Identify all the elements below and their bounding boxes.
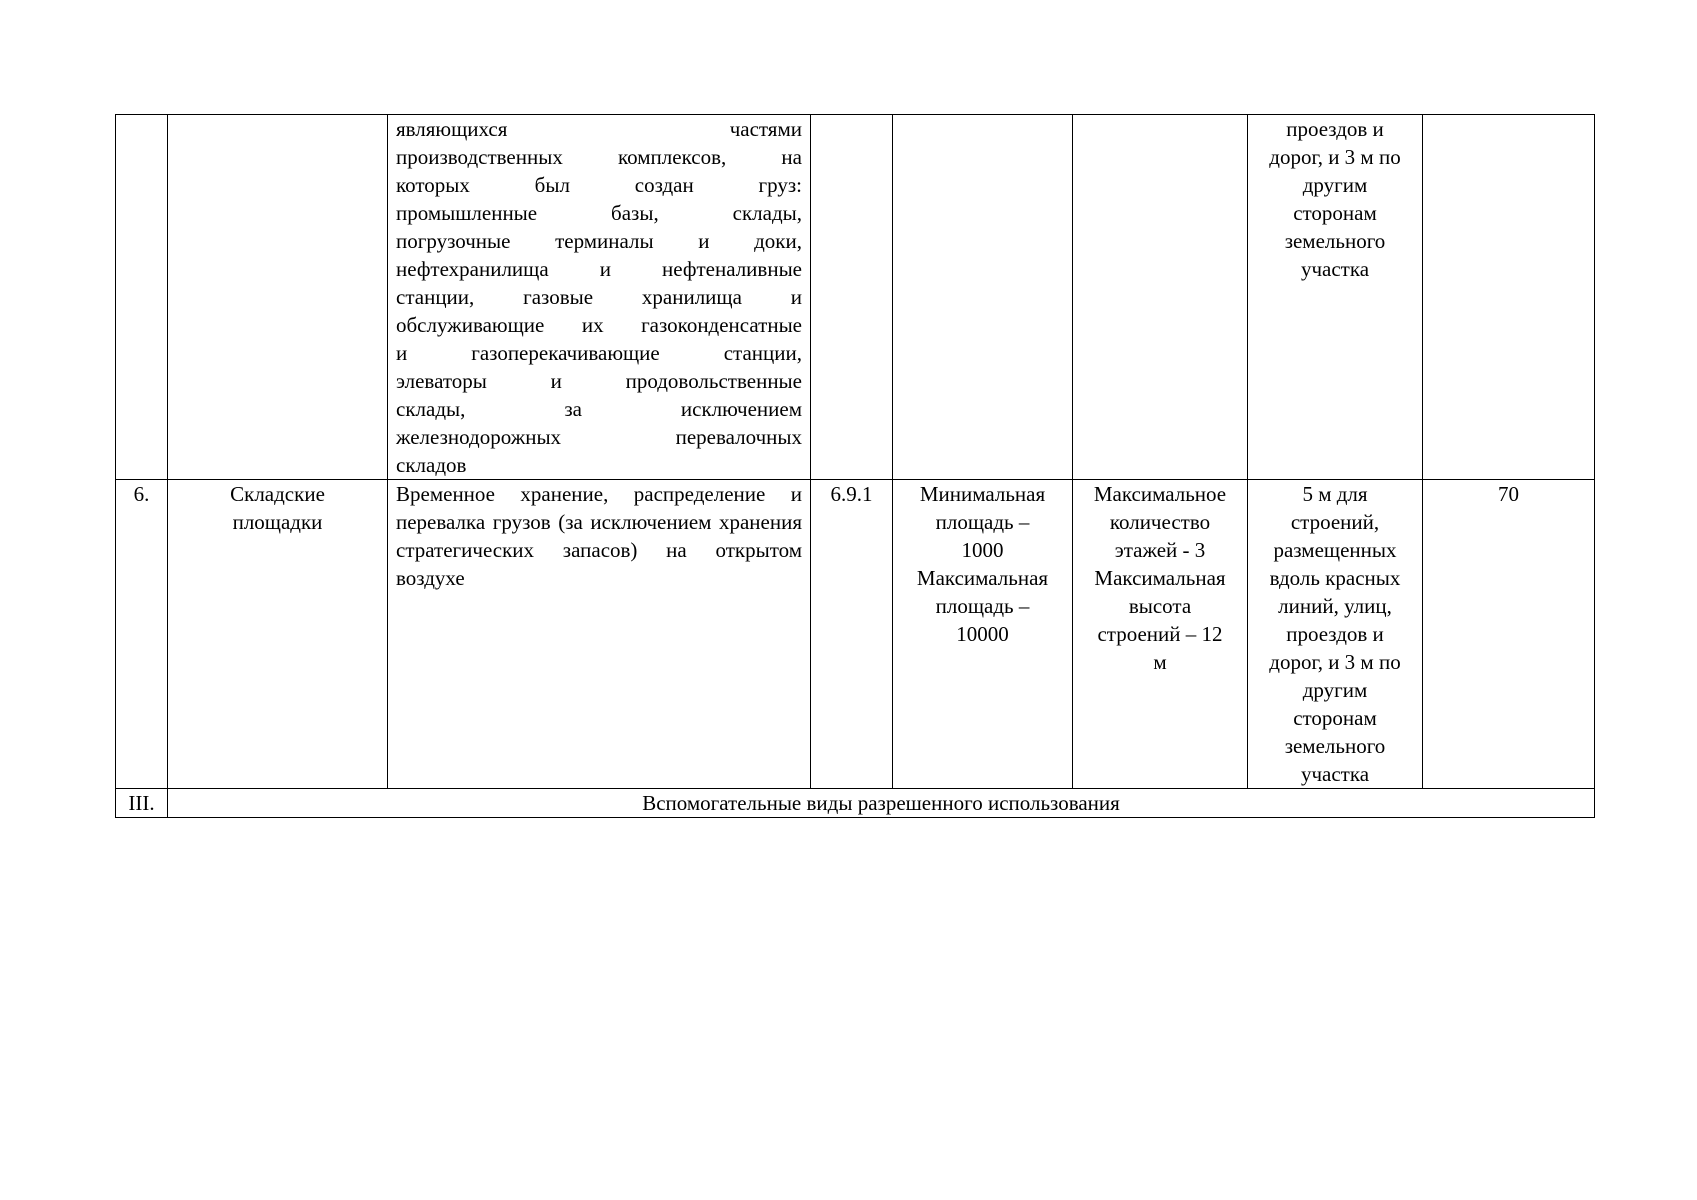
setback-cell: 5 м для строений, размещенных вдоль красных линий, улиц, проездов и дорог, и 3 м по другим сторонам земельного участка [1248,480,1423,789]
section-title-cell: Вспомогательные виды разрешенного использования [168,789,1595,818]
row-number-cell [116,115,168,480]
use-name-cell [168,115,388,480]
use-name-cell: Складские площадки [168,480,388,789]
classifier-code-cell [811,115,893,480]
building-percent-cell [1423,115,1595,480]
description-line: железнодорожных перевалочных [396,425,802,449]
table-row [116,480,1595,789]
description-line: промышленные базы, склады, [396,201,802,225]
row-number-cell: 6. [116,480,168,789]
floors-height-cell [1073,115,1248,480]
section-header-row [116,789,1595,818]
floors-height-cell: Максимальное количество этажей - 3 Максимальная высота строений – 12 м [1073,480,1248,789]
table-row-continuation [116,115,1595,480]
building-percent-cell: 70 [1423,480,1595,789]
description-line: и газоперекачивающие станции, [396,341,802,365]
plot-area-cell: Минимальная площадь – 1000 Максимальная площадь – 10000 [893,480,1073,789]
description-line: погрузочные терминалы и доки, [396,229,802,253]
section-number-cell: III. [116,789,168,818]
description-line: станции, газовые хранилища и [396,285,802,309]
description-line: которых был создан груз: [396,173,802,197]
zoning-table [115,114,1595,818]
description-line: элеваторы и продовольственные [396,369,802,393]
description-line: обслуживающие их газоконденсатные [396,313,802,337]
setback-cell: проездов и дорог, и 3 м по другим сторонам земельного участка [1248,115,1423,480]
classifier-code-cell: 6.9.1 [811,480,893,789]
plot-area-cell [893,115,1073,480]
description-line: складов [396,453,467,477]
use-description-cell [388,115,811,480]
description-line: нефтехранилища и нефтеналивные [396,257,802,281]
use-description-cell: Временное хранение, распределение и перевалка грузов (за исключением хранения стратегических запасов) на открытом воздухе [388,480,811,789]
description-line: производственных комплексов, на [396,145,802,169]
description-line: являющихся частями [396,117,802,141]
description-line: склады, за исключением [396,397,802,421]
